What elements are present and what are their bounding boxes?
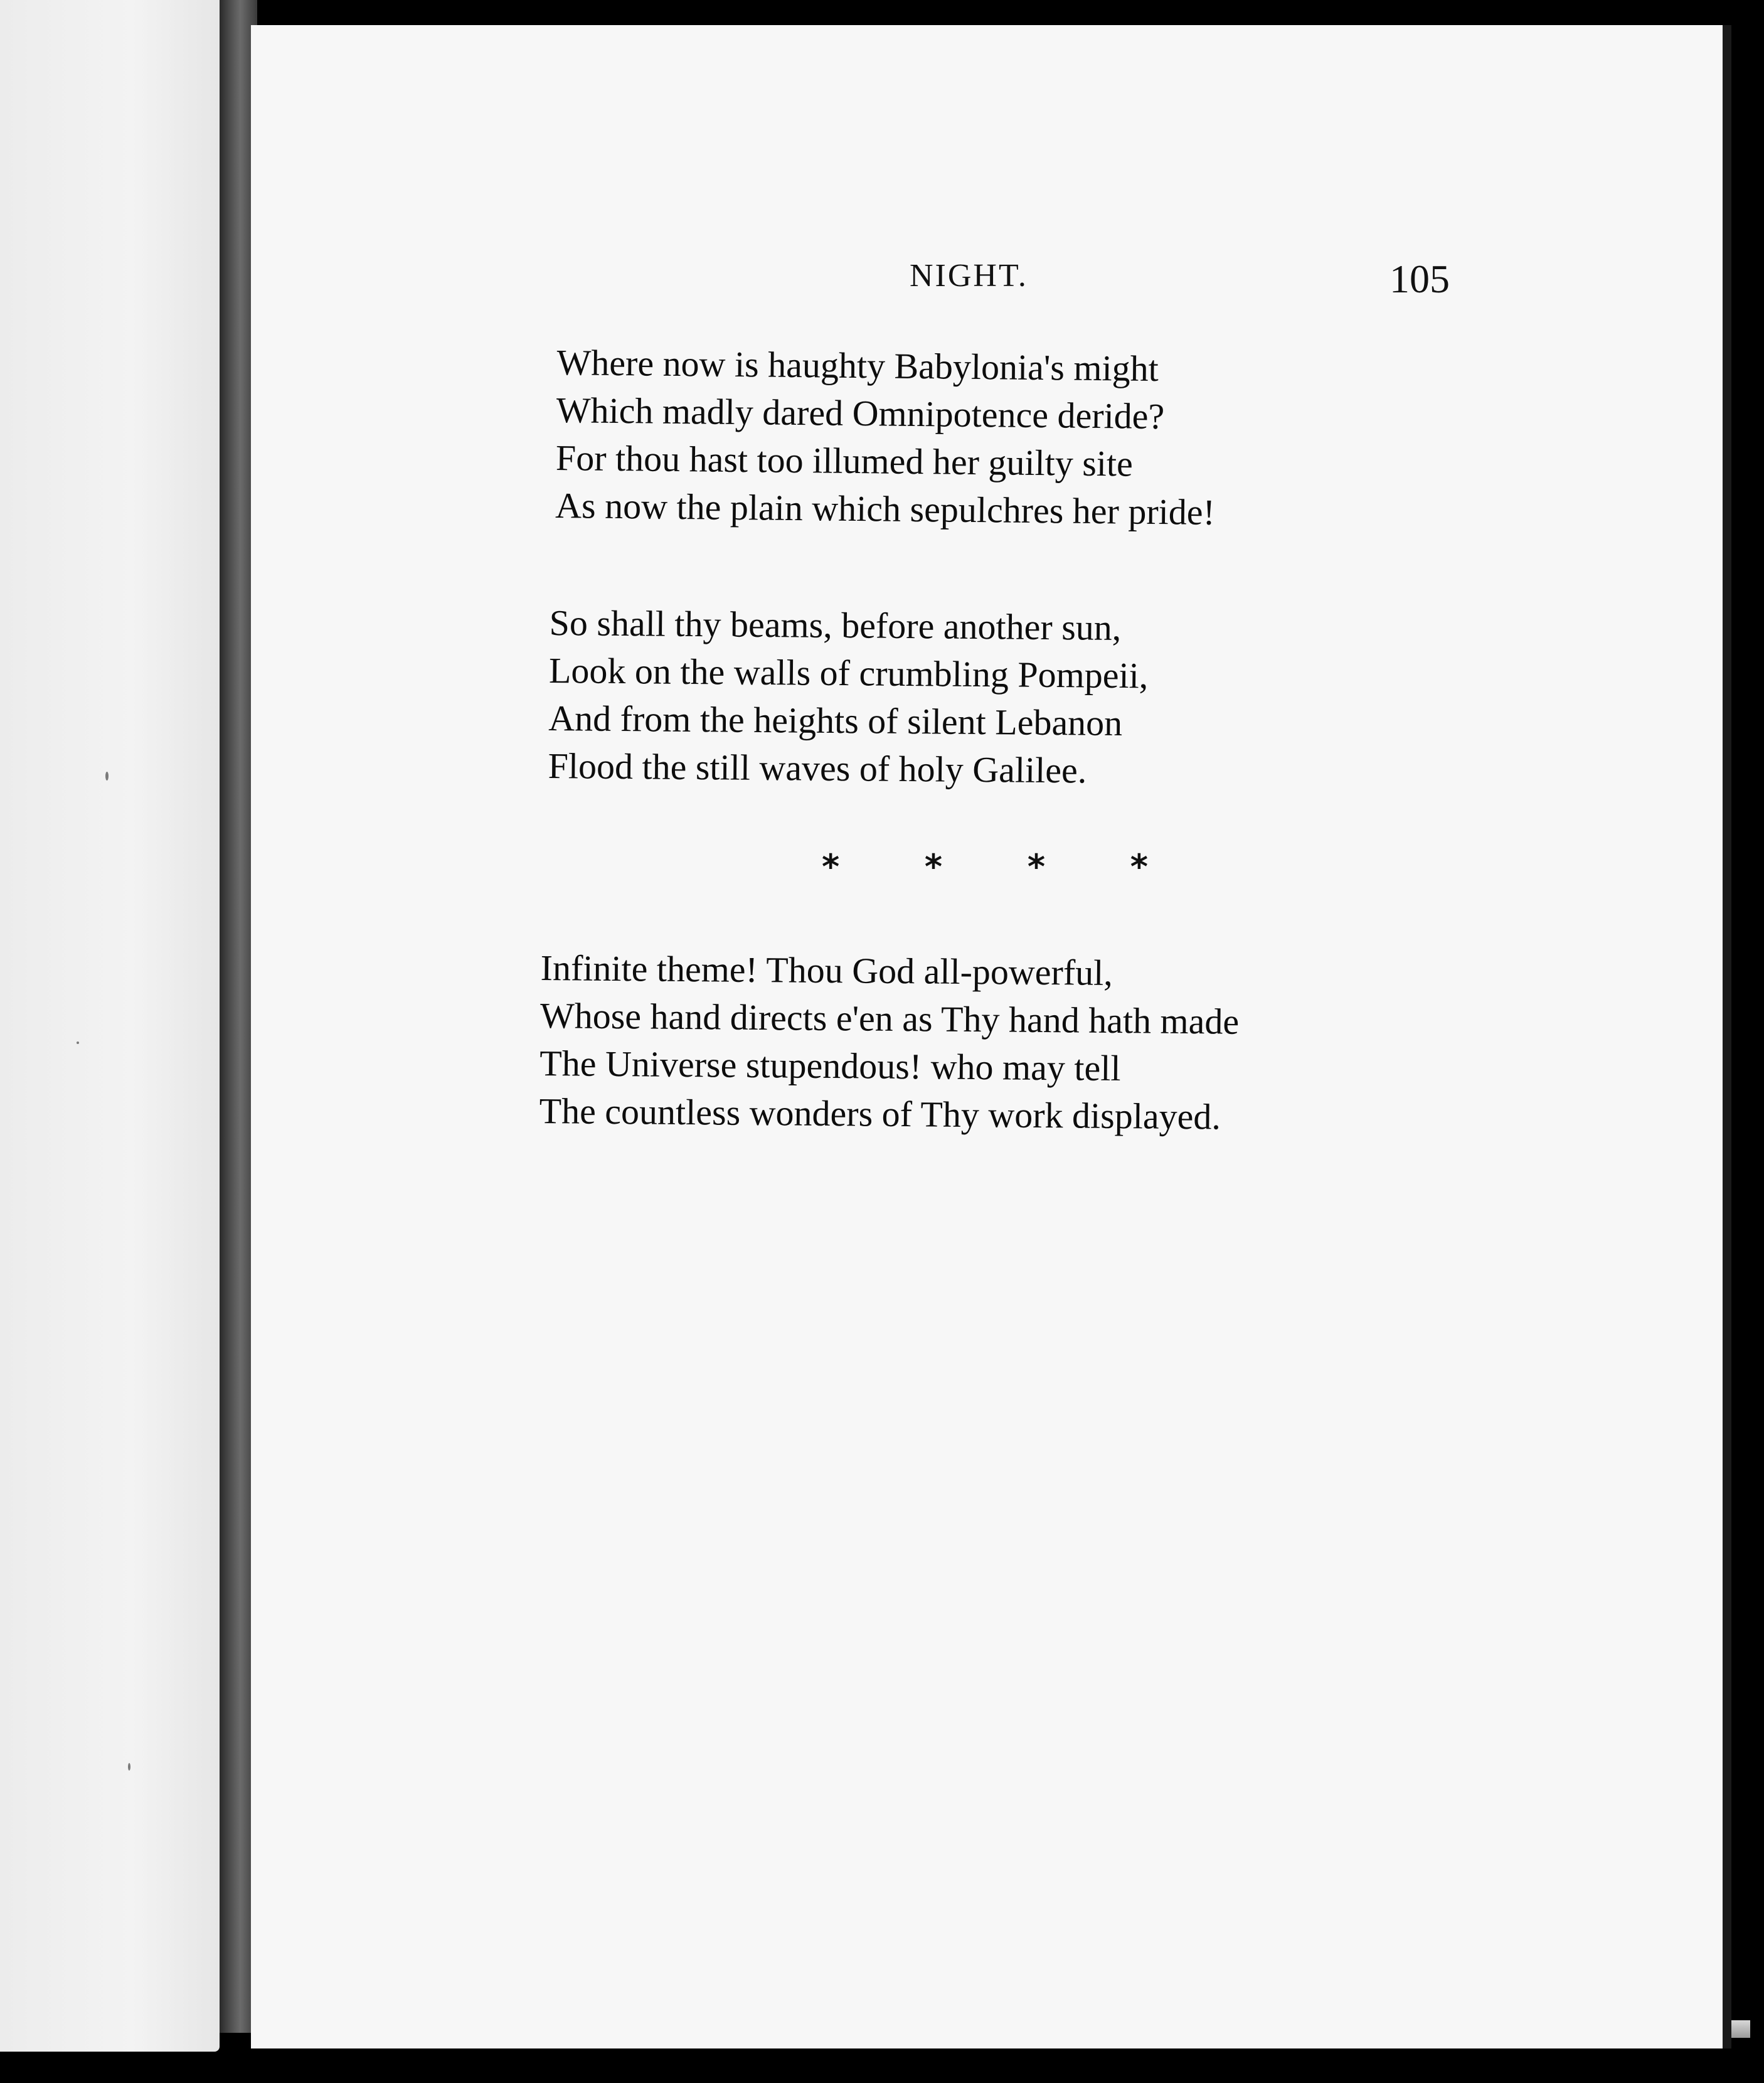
paper-speck: [128, 1763, 130, 1771]
paper-speck: [77, 1042, 79, 1044]
poem-stanza-1: [555, 339, 1217, 536]
poem-line: For thou hast too illumed her guilty site: [555, 437, 1134, 484]
previous-page-edge: [0, 0, 220, 2052]
poem-line: Which madly dared Omnipotence deride?: [556, 389, 1165, 437]
paper-speck: [105, 772, 109, 780]
asterisk: *: [822, 847, 840, 887]
poem-line: So shall thy beams, before another sun,: [549, 602, 1122, 648]
poem-line: And from the heights of silent Lebanon: [548, 697, 1123, 743]
poem-line: The countless wonders of Thy work displayed.: [539, 1090, 1221, 1137]
running-head: NIGHT.: [910, 258, 1028, 294]
asterisk: *: [924, 847, 943, 887]
poem-line: The Universe stupendous! who may tell: [539, 1042, 1121, 1089]
page-number: 105: [1389, 257, 1450, 301]
poem-line: Look on the walls of crumbling Pompeii,: [548, 649, 1149, 696]
section-break-asterisks: [822, 847, 1148, 887]
poem-line: Whose hand directs e'en as Thy hand hath made: [539, 994, 1240, 1042]
asterisk: *: [1027, 847, 1046, 887]
poem-stanza-3: [539, 944, 1240, 1141]
asterisk: *: [1130, 847, 1148, 887]
poem-line: As now the plain which sepulchres her pride!: [555, 484, 1216, 533]
poem-line: Infinite theme! Thou God all-powerful,: [540, 947, 1113, 993]
poem-line: Where now is haughty Babylonia's might: [556, 341, 1159, 390]
poem-stanza-2: [548, 599, 1149, 795]
poem-line: Flood the still waves of holy Galilee.: [548, 745, 1087, 791]
